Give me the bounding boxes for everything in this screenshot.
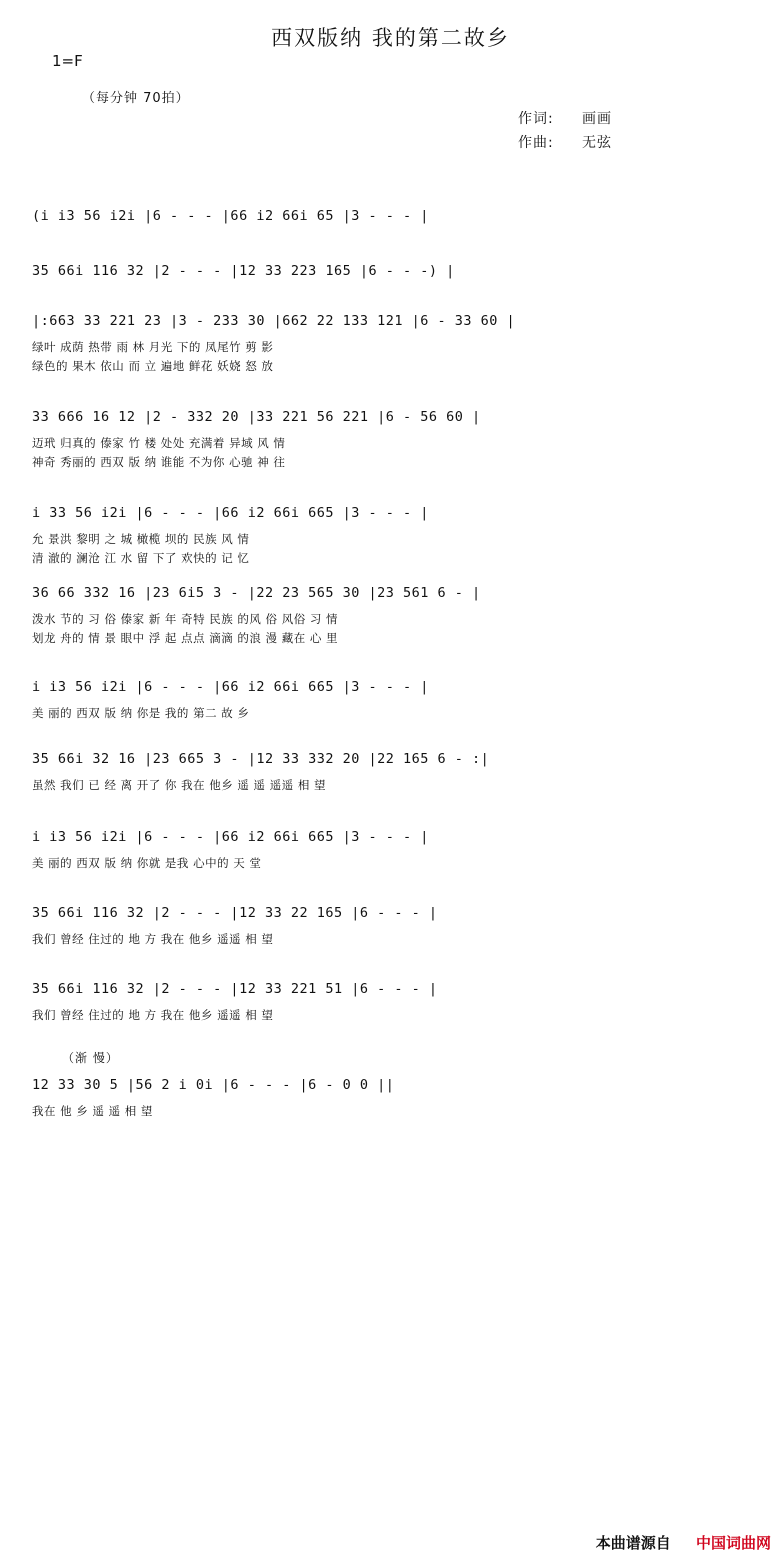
lyric-line: 允 景洪 黎明 之 城 橄榄 坝的 民族 风 情 (32, 532, 250, 546)
composer-credit (518, 132, 612, 152)
notation-row: i i3 56 i2i |6 - - - |66 i2 66i 665 |3 - - - | (32, 679, 429, 695)
lyric-line: 泼水 节的 习 俗 傣家 新 年 奇特 民族 的风 俗 风俗 习 情 (32, 612, 339, 626)
notation-row: 12 33 30 5 |56 2 i 0i |6 - - - |6 - 0 0 || (32, 1077, 395, 1093)
source-label: 本曲谱源自 (595, 1534, 671, 1552)
lyric-line: 我们 曾经 住过的 地 方 我在 他乡 遥遥 相 望 (32, 932, 274, 946)
lyric-line: 美 丽的 西双 版 纳 你就 是我 心中的 天 堂 (32, 856, 262, 870)
lyricist-label: 作词: (518, 111, 554, 127)
lyricist-name: 画画 (582, 111, 612, 127)
lyric-line: 清 澈的 澜沧 江 水 留 下了 欢快的 记 忆 (32, 551, 250, 565)
lyric-line: 绿色的 果木 依山 而 立 遍地 鲜花 妖娆 怒 放 (32, 359, 274, 373)
lyric-line: 我在 他 乡 遥 遥 相 望 (32, 1104, 153, 1118)
notation-row: |:663 33 221 23 |3 - 233 30 |662 22 133 121 |6 - 33 60 | (32, 313, 516, 329)
notation-row: (i i3 56 i2i |6 - - - |66 i2 66i 65 |3 - - - | (32, 208, 429, 224)
notation-row: i i3 56 i2i |6 - - - |66 i2 66i 665 |3 - - - | (32, 829, 429, 845)
key-signature: 1=F (52, 52, 83, 70)
composer-label: 作曲: (518, 135, 554, 151)
lyricist-credit (518, 108, 612, 128)
source-site: 中国词曲网 (695, 1534, 771, 1552)
notation-row: 36 66 332 16 |23 6i5 3 - |22 23 565 30 |23 561 6 - | (32, 585, 481, 601)
lyric-line: 神奇 秀丽的 西双 版 纳 谁能 不为你 心驰 神 往 (32, 455, 286, 469)
notation-row: 35 66i 116 32 |2 - - - |12 33 223 165 |6 - - -) | (32, 263, 455, 279)
composer-name: 无弦 (582, 135, 612, 151)
source-footer (596, 1532, 771, 1553)
lyric-line: 美 丽的 西双 版 纳 你是 我的 第二 故 乡 (32, 706, 250, 720)
lyric-line: 绿叶 成荫 热带 雨 林 月光 下的 凤尾竹 剪 影 (32, 340, 274, 354)
tempo-marking: （每分钟 70拍） (82, 91, 190, 106)
lyric-line: 虽然 我们 已 经 离 开了 你 我在 他乡 遥 遥 遥遥 相 望 (32, 778, 327, 792)
ritardando-mark: （渐 慢） (62, 1051, 119, 1065)
notation-row: i 33 56 i2i |6 - - - |66 i2 66i 665 |3 - - - | (32, 505, 429, 521)
page-title: 西双版纳 我的第二故乡 (271, 26, 510, 50)
notation-row: 35 66i 116 32 |2 - - - |12 33 221 51 |6 - - - | (32, 981, 438, 997)
notation-row: 35 66i 32 16 |23 665 3 - |12 33 332 20 |22 165 6 - :| (32, 751, 490, 767)
lyric-line: 迈玳 归真的 傣家 竹 楼 处处 充满着 异域 风 情 (32, 436, 286, 450)
lyric-line: 划龙 舟的 情 景 眼中 浮 起 点点 滴滴 的浪 漫 藏在 心 里 (32, 631, 339, 645)
notation-row: 35 66i 116 32 |2 - - - |12 33 22 165 |6 - - - | (32, 905, 438, 921)
lyric-line: 我们 曾经 住过的 地 方 我在 他乡 遥遥 相 望 (32, 1008, 274, 1022)
notation-row: 33 666 16 12 |2 - 332 20 |33 221 56 221 |6 - 56 60 | (32, 409, 481, 425)
